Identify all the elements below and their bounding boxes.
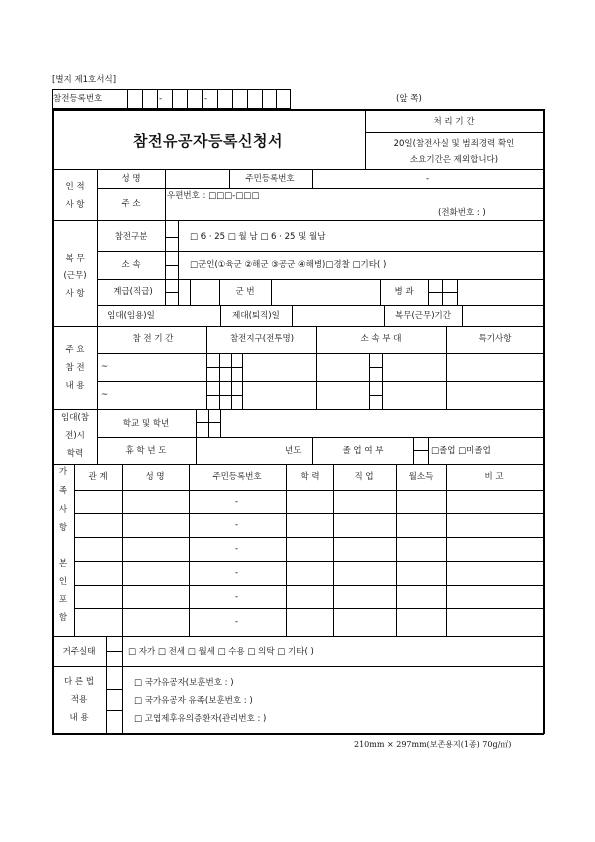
other-law-label-3: 내 용 — [69, 713, 89, 723]
family-col-education: 학 력 — [300, 472, 320, 482]
family-row-rrn-dash: - — [235, 520, 239, 530]
form-label: [별지 제1호서식] — [52, 75, 117, 85]
combat-row-2-mark: ~ — [101, 390, 109, 400]
combat-section-label-1: 주 요 — [65, 345, 85, 355]
war-type-options: □ 6 · 25 □ 월 남 □ 6 · 25 및 월남 — [190, 232, 326, 242]
combat-section-label-2: 참 전 — [65, 363, 85, 373]
combat-col-area: 참전지구(전투명) — [229, 334, 295, 344]
family-col-occupation: 직 업 — [354, 472, 374, 482]
other-law-item-3: □ 고엽제후유의증환자(관리번호 : ) — [134, 714, 267, 724]
form-title: 참전유공자등록신청서 — [133, 132, 283, 150]
registration-number-label: 참전등록번호 — [53, 94, 103, 104]
service-section-label-3: 사 항 — [65, 289, 85, 299]
family-row-divider — [74, 561, 544, 562]
education-section-label-3: 학력 — [66, 449, 84, 459]
rrn-label: 주민등록번호 — [245, 174, 295, 184]
family-row-divider — [74, 513, 544, 514]
other-law-label-2: 적용 — [70, 695, 88, 705]
enlist-date-label: 임대(임용)일 — [107, 311, 155, 321]
family-side-char: 사 — [58, 505, 68, 515]
service-section-label-1: 복 무 — [65, 254, 85, 264]
residence-label: 거주실태 — [62, 647, 96, 657]
family-side-char: 인 — [58, 577, 68, 587]
rank-label: 계급(직급) — [113, 287, 153, 297]
combat-col-period: 참 전 기 간 — [132, 334, 174, 344]
name-label: 성 명 — [121, 174, 141, 184]
combat-col-unit: 소 속 부 대 — [360, 334, 402, 344]
family-row-divider — [74, 585, 544, 586]
family-col-notes: 비 고 — [484, 472, 504, 482]
family-row-rrn-dash: - — [235, 544, 239, 554]
front-side-label: (앞 쪽) — [396, 94, 422, 104]
family-side-char: 가 — [58, 467, 68, 477]
registration-dash-1: - — [159, 94, 163, 104]
service-period-label: 복무(근무)기간 — [395, 311, 451, 321]
family-row-rrn-dash: - — [235, 617, 239, 627]
branch-label: 병 과 — [394, 287, 414, 297]
other-law-label-1: 다 른 법 — [63, 677, 95, 687]
residence-options: □ 자가 □ 전세 □ 월세 □ 수용 □ 의탁 □ 기타( ) — [128, 647, 314, 657]
combat-row-1-mark: ~ — [101, 362, 109, 372]
registration-dash-2: - — [204, 94, 208, 104]
processing-period-value-1: 20일(참전사실 및 범죄경력 확인 — [393, 139, 515, 149]
family-col-income: 월소득 — [408, 472, 434, 482]
family-row-rrn-dash: - — [235, 568, 239, 578]
leave-year-label: 휴 학 년 도 — [125, 446, 167, 456]
personal-section-label-2: 사 항 — [65, 200, 85, 210]
education-section-label-2: 전)시 — [65, 431, 85, 441]
postal-code: 우편번호 : □□□-□□□ — [167, 191, 260, 201]
paper-size-note: 210mm × 297mm(보존용지(1종) 70g/㎡) — [354, 740, 512, 749]
family-row-rrn-dash: - — [235, 592, 239, 602]
education-section-label-1: 임대(참 — [61, 413, 89, 423]
family-side-char: 함 — [58, 613, 68, 623]
personal-section-label-1: 인 적 — [65, 182, 85, 192]
family-row-divider — [74, 608, 544, 609]
war-type-label: 참전구분 — [114, 232, 148, 242]
family-side-char: 항 — [58, 523, 68, 533]
family-col-rrn: 주민등록번호 — [212, 472, 262, 482]
family-row-rrn-dash: - — [235, 497, 239, 507]
combat-section-label-3: 내 용 — [65, 381, 85, 391]
phone-number: (전화번호 : ) — [438, 208, 486, 218]
family-col-relation: 관 계 — [88, 472, 108, 482]
processing-period-value-2: 소요기간은 제외합니다) — [409, 155, 499, 165]
school-grade-label: 학교 및 학년 — [122, 419, 170, 429]
family-row-divider — [74, 537, 544, 538]
graduated-options: □졸업 □미졸업 — [431, 446, 491, 456]
year-suffix: 년도 — [285, 446, 302, 456]
graduated-label: 졸 업 여 부 — [342, 446, 384, 456]
service-number-label: 군 번 — [235, 287, 255, 297]
discharge-date-label: 제대(퇴직)일 — [232, 311, 280, 321]
family-side-char: 본 — [58, 559, 68, 569]
family-side-char: 포 — [58, 595, 68, 605]
other-law-item-1: □ 국가유공자(보훈번호 : ) — [134, 678, 234, 688]
affiliation-label: 소 속 — [121, 260, 141, 270]
family-col-name: 성 명 — [145, 472, 165, 482]
rrn-dash: - — [426, 174, 430, 184]
other-law-item-2: □ 국가유공자 유족(보훈번호 : ) — [134, 696, 253, 706]
family-side-char: 족 — [58, 486, 68, 496]
service-section-label-2: (근무) — [63, 271, 87, 281]
processing-period-label: 처 리 기 간 — [433, 117, 475, 127]
affiliation-options: □군인(①육군 ②해군 ③공군 ④해병)□경찰 □기타( ) — [190, 260, 387, 270]
combat-col-notes: 특기사항 — [478, 334, 512, 344]
address-label: 주 소 — [121, 199, 141, 209]
